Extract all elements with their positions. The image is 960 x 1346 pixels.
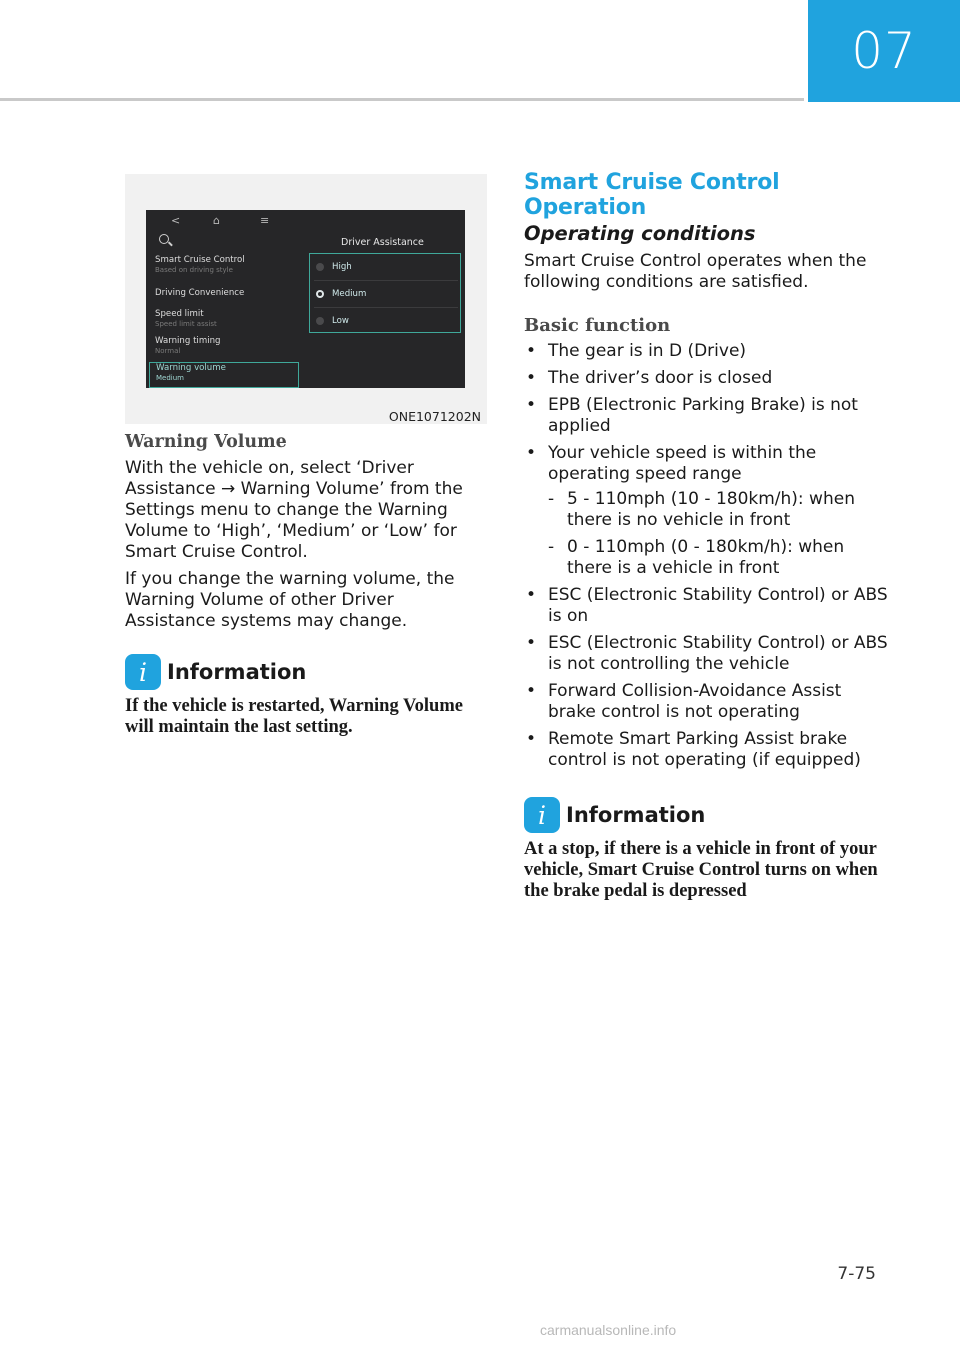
info-icon: i (125, 654, 161, 690)
menu-item-label: Driving Convenience (155, 288, 245, 298)
info-title: Information (167, 660, 307, 684)
menu-item-label: Speed limit (155, 309, 204, 319)
speed-range-list (548, 489, 894, 579)
menu-item-speed-limit (149, 309, 299, 335)
menu-item-label: Smart Cruise Control (155, 255, 245, 265)
info-body: If the vehicle is restarted, Warning Volume will maintain the last setting. (125, 696, 463, 737)
radio-off-icon (316, 317, 324, 325)
menu-item-sub: Normal (155, 347, 181, 355)
back-icon: < (171, 214, 181, 227)
list-item: - 0 - 110mph (0 - 180km/h): when there is a vehicle in front (548, 537, 894, 579)
warning-volume-para-2: If you change the warning volume, the Warning Volume of other Driver Assistance systems may change. (125, 569, 455, 631)
menu-item-label: Warning volume (156, 363, 226, 373)
chapter-number: 07 (851, 22, 917, 80)
option-low (316, 312, 349, 330)
info-body: At a stop, if there is a vehicle in front of your vehicle, Smart Cruise Control turns on when the brake pedal is depressed (524, 839, 878, 901)
menu-item-sub: Medium (156, 374, 184, 382)
right-column (524, 170, 894, 902)
figure-code: ONE1071202N (388, 409, 481, 424)
menu-item-warning-timing (149, 336, 299, 362)
list-item-text: Your vehicle speed is within the operating speed range (548, 443, 817, 484)
conditions-list (524, 341, 894, 771)
intro-text: Smart Cruise Control operates when the following conditions are satisfied. (524, 251, 867, 292)
warning-volume-heading: Warning Volume (125, 432, 287, 452)
menu-icon: ≡ (260, 214, 270, 227)
option-label: Medium (332, 289, 367, 299)
list-item: • EPB (Electronic Parking Brake) is not applied (524, 395, 894, 437)
option-high (316, 258, 352, 276)
menu-item-label: Warning timing (155, 336, 221, 346)
warning-volume-para-1: With the vehicle on, select ‘Driver Assistance → Warning Volume’ from the Settings menu to change the Warning Volume to ‘High’, ‘Medium’ or ‘Low’ for Smart Cruise Control. (125, 458, 463, 562)
watermark: carmanualsonline.info (540, 1322, 677, 1338)
list-item (524, 443, 894, 579)
infotainment-screen (146, 210, 465, 388)
basic-function-heading: Basic function (524, 315, 671, 336)
list-item: • The driver’s door is closed (524, 368, 894, 389)
divider (314, 307, 458, 308)
menu-item-warning-volume (149, 362, 299, 388)
info-title: Information (566, 803, 706, 827)
divider (314, 280, 458, 281)
menu-item-sub: Speed limit assist (155, 320, 217, 328)
chapter-tab (808, 0, 960, 102)
list-item: • ESC (Electronic Stability Control) or ABS is on (524, 585, 894, 627)
info-box-header (125, 654, 487, 690)
section-title: Smart Cruise Control Operation (524, 170, 780, 220)
menu-item-sub: Based on driving style (155, 266, 233, 274)
list-item: • Remote Smart Parking Assist brake control is not operating (if equipped) (524, 729, 894, 771)
info-box-header (524, 797, 894, 833)
screen-title: Driver Assistance (341, 237, 424, 248)
option-label: Low (332, 316, 349, 326)
left-column (125, 174, 487, 738)
list-item: • Forward Collision-Avoidance Assist brake control is not operating (524, 681, 894, 723)
page-number: 7-75 (837, 1264, 876, 1284)
header-rule (0, 98, 804, 101)
option-medium (316, 285, 366, 303)
radio-off-icon (316, 263, 324, 271)
info-icon: i (524, 797, 560, 833)
operating-conditions-heading: Operating conditions (524, 222, 756, 245)
list-item: • The gear is in D (Drive) (524, 341, 894, 362)
menu-item-smart-cruise-control (149, 255, 299, 281)
list-item: • ESC (Electronic Stability Control) or ABS is not controlling the vehicle (524, 633, 894, 675)
radio-on-icon (316, 290, 324, 298)
search-icon (159, 234, 169, 244)
option-label: High (332, 262, 352, 272)
volume-options-panel (309, 253, 461, 333)
settings-screenshot-figure (125, 174, 487, 424)
home-icon: ⌂ (213, 214, 220, 227)
list-item: - 5 - 110mph (10 - 180km/h): when there is no vehicle in front (548, 489, 894, 531)
